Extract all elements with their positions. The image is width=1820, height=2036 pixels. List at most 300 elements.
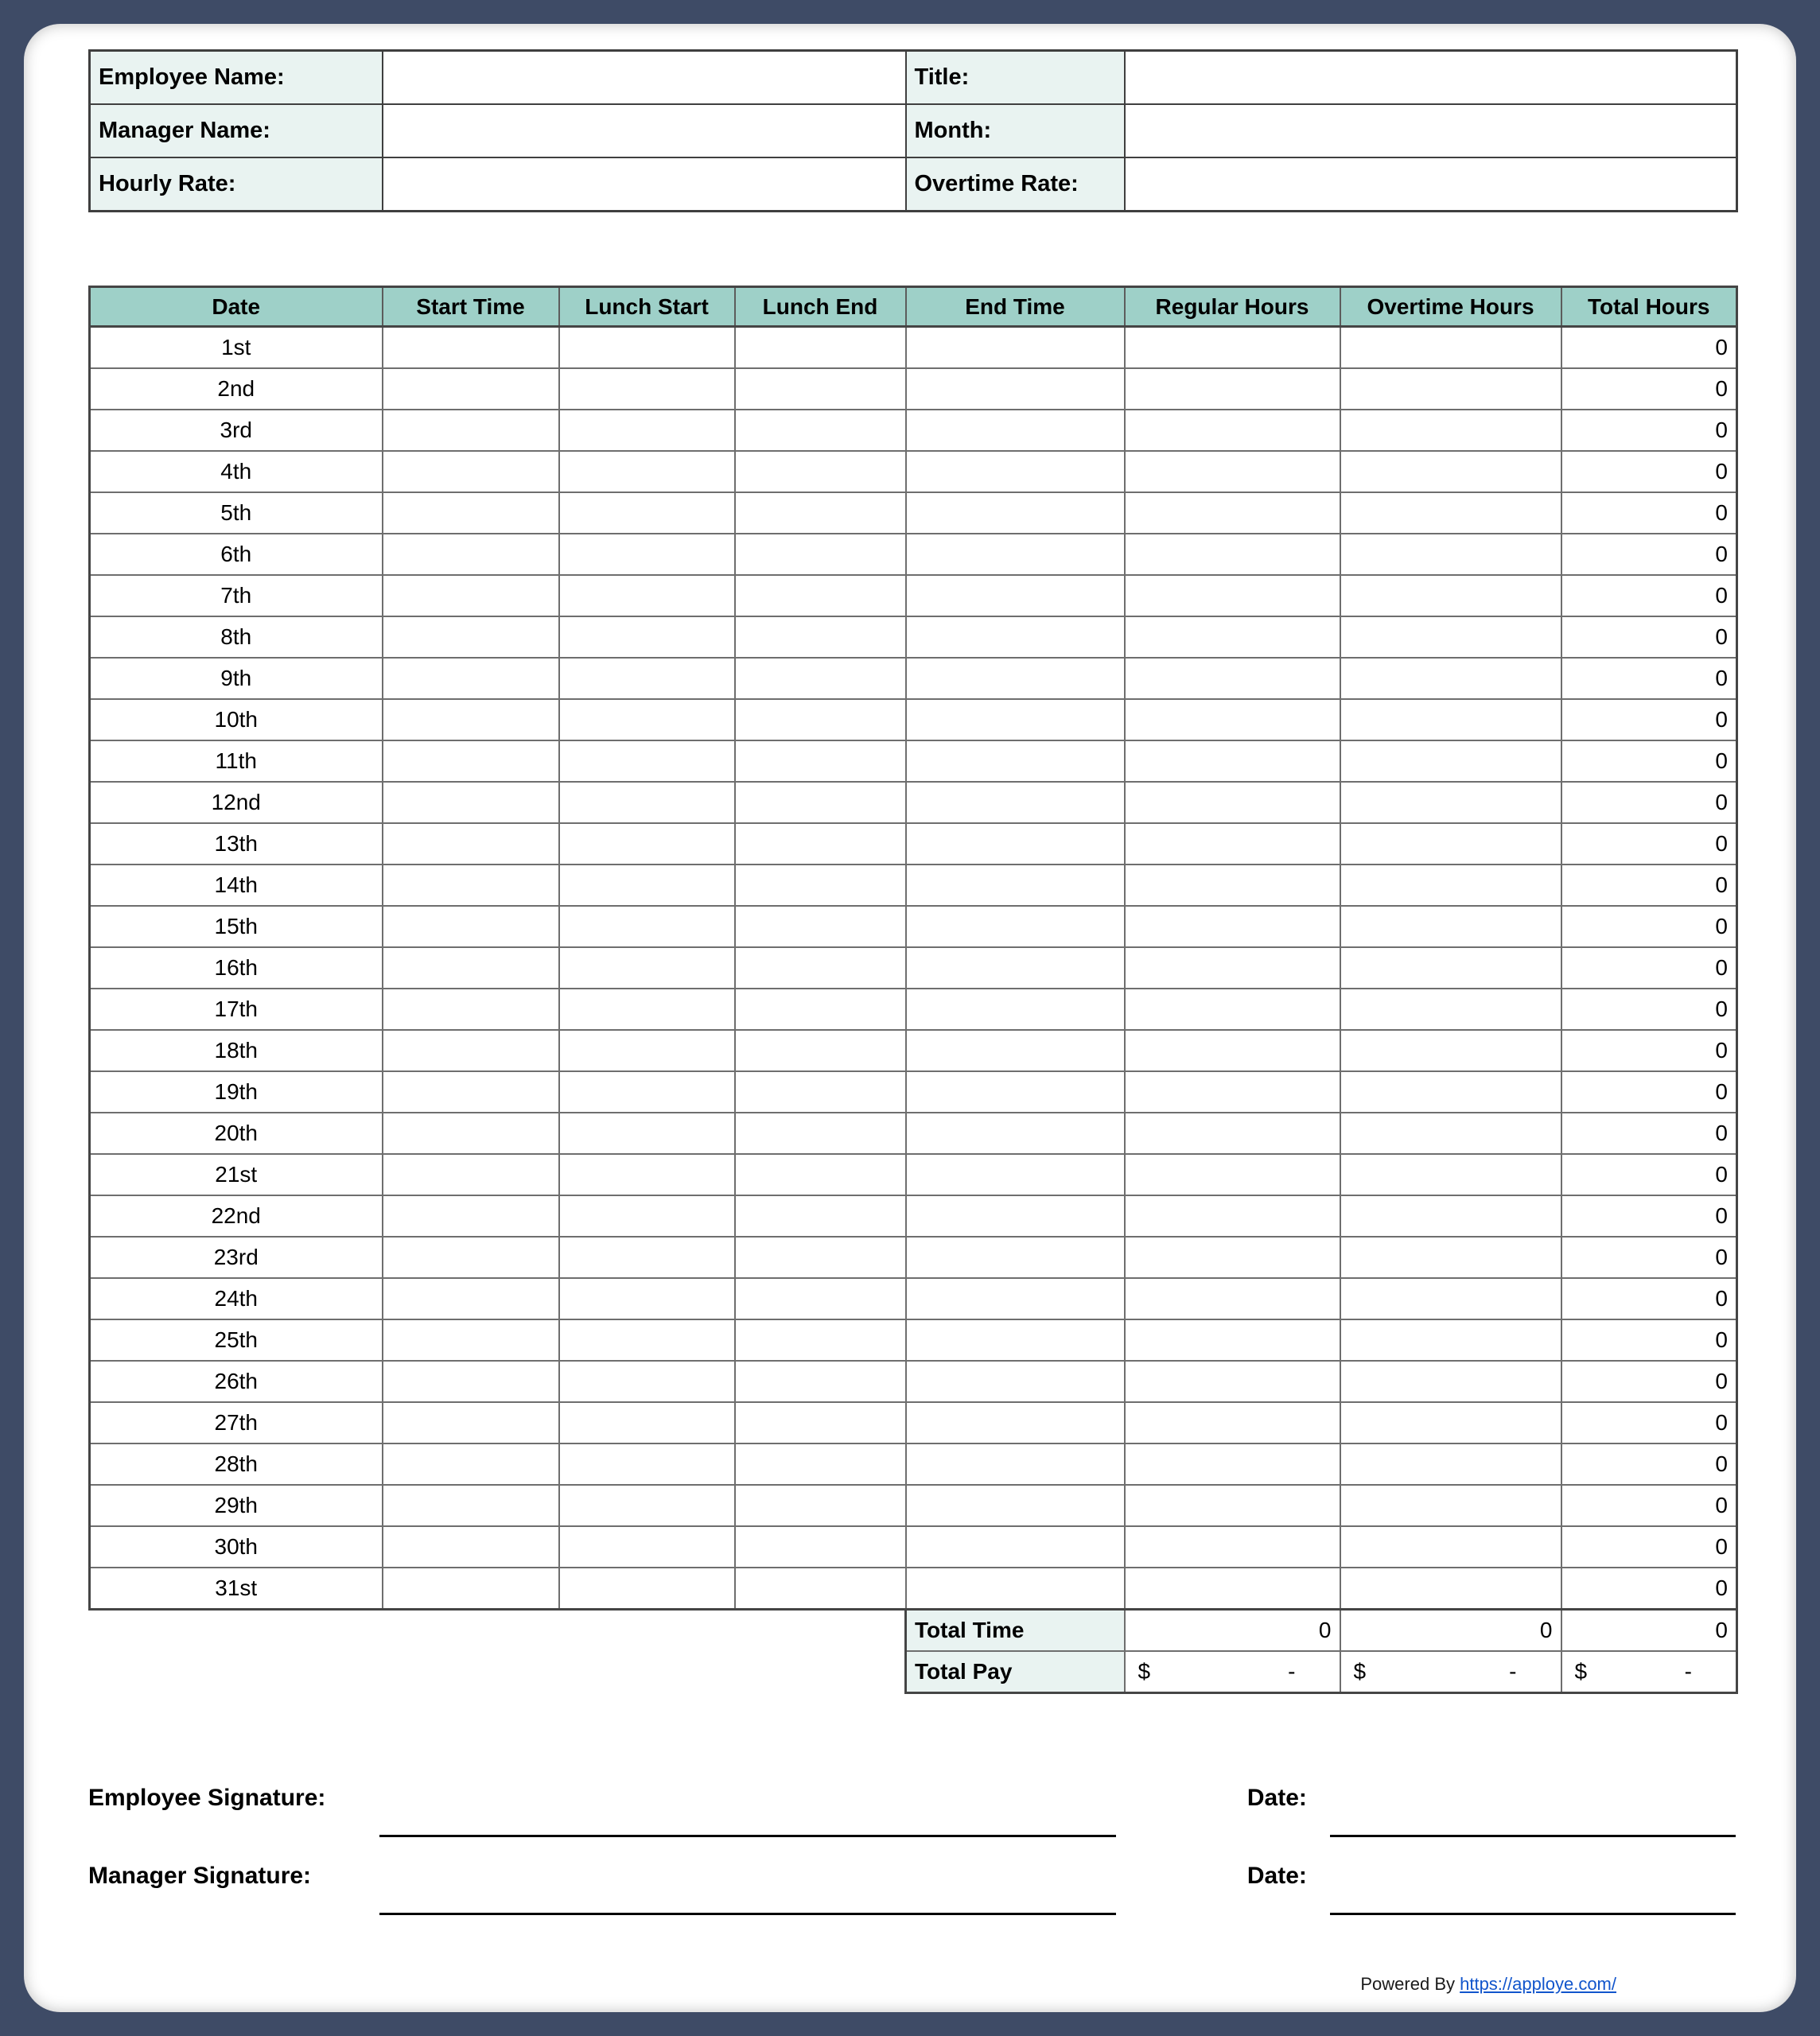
end-time-cell[interactable] [906, 1526, 1125, 1568]
overtime-hours-cell[interactable] [1340, 865, 1561, 906]
lunch-start-cell[interactable] [559, 492, 735, 534]
lunch-end-cell[interactable] [735, 699, 906, 740]
hourly-rate-value[interactable] [383, 157, 906, 212]
end-time-cell[interactable] [906, 410, 1125, 451]
start-time-cell[interactable] [383, 1402, 559, 1443]
end-time-cell[interactable] [906, 989, 1125, 1030]
table-row [90, 534, 1737, 575]
lunch-start-cell[interactable] [559, 1485, 735, 1526]
date-cell: 17th [90, 989, 383, 1030]
end-time-cell[interactable] [906, 947, 1125, 989]
lunch-start-cell[interactable] [559, 410, 735, 451]
lunch-start-cell[interactable] [559, 989, 735, 1030]
overtime-hours-cell[interactable] [1340, 368, 1561, 410]
currency-symbol: $ [1353, 1659, 1367, 1684]
total-hours-cell: 0 [1561, 699, 1737, 740]
lunch-end-cell[interactable] [735, 1195, 906, 1237]
total-hours-cell: 0 [1561, 368, 1737, 410]
start-time-cell[interactable] [383, 1485, 559, 1526]
lunch-end-cell[interactable] [735, 1361, 906, 1402]
lunch-start-cell[interactable] [559, 534, 735, 575]
totals-table [904, 1611, 1738, 1694]
overtime-hours-cell[interactable] [1340, 410, 1561, 451]
table-row [90, 1071, 1737, 1113]
end-time-cell[interactable] [906, 1195, 1125, 1237]
info-row [90, 51, 1737, 105]
regular-hours-cell[interactable] [1125, 1402, 1340, 1443]
lunch-end-cell[interactable] [735, 616, 906, 658]
date-cell: 7th [90, 575, 383, 616]
lunch-start-cell[interactable] [559, 616, 735, 658]
timesheet-body [90, 327, 1737, 1610]
total-hours-cell: 0 [1561, 616, 1737, 658]
end-time-cell[interactable] [906, 1402, 1125, 1443]
lunch-start-cell[interactable] [559, 451, 735, 492]
lunch-start-cell[interactable] [559, 699, 735, 740]
total-time-regular-hours: 0 [1125, 1611, 1340, 1651]
lunch-end-cell[interactable] [735, 1030, 906, 1071]
end-time-cell[interactable] [906, 1278, 1125, 1319]
overtime-hours-cell[interactable] [1340, 1526, 1561, 1568]
date-cell: 28th [90, 1443, 383, 1485]
month-value[interactable] [1125, 104, 1737, 157]
table-row [90, 1402, 1737, 1443]
start-time-cell[interactable] [383, 1443, 559, 1485]
date-cell: 31st [90, 1568, 383, 1610]
table-row [90, 1154, 1737, 1195]
start-time-cell[interactable] [383, 740, 559, 782]
lunch-start-cell[interactable] [559, 947, 735, 989]
table-row [90, 451, 1737, 492]
employee-date-line[interactable] [1330, 1827, 1736, 1837]
powered-by-text: Powered By [1360, 1974, 1460, 1994]
overtime-hours-cell[interactable] [1340, 1485, 1561, 1526]
lunch-start-cell[interactable] [559, 865, 735, 906]
start-time-cell[interactable] [383, 1278, 559, 1319]
table-row [90, 906, 1737, 947]
total-pay-overtime [1340, 1651, 1561, 1693]
date-cell: 15th [90, 906, 383, 947]
lunch-end-cell[interactable] [735, 1526, 906, 1568]
amount-placeholder: - [1684, 1659, 1692, 1684]
page-content [88, 49, 1736, 1915]
regular-hours-cell[interactable] [1125, 575, 1340, 616]
date-cell: 23rd [90, 1237, 383, 1278]
lunch-start-cell[interactable] [559, 1319, 735, 1361]
start-time-cell[interactable] [383, 906, 559, 947]
lunch-start-cell[interactable] [559, 1278, 735, 1319]
date-cell: 29th [90, 1485, 383, 1526]
amount-placeholder: - [1509, 1659, 1517, 1684]
lunch-start-cell[interactable] [559, 823, 735, 865]
date-cell: 25th [90, 1319, 383, 1361]
regular-hours-cell[interactable] [1125, 1195, 1340, 1237]
total-hours-cell: 0 [1561, 410, 1737, 451]
date-cell: 26th [90, 1361, 383, 1402]
lunch-end-cell[interactable] [735, 782, 906, 823]
regular-hours-cell[interactable] [1125, 823, 1340, 865]
total-hours-cell: 0 [1561, 534, 1737, 575]
total-hours-cell: 0 [1561, 1485, 1737, 1526]
start-time-cell[interactable] [383, 1237, 559, 1278]
overtime-hours-cell[interactable] [1340, 1361, 1561, 1402]
lunch-end-cell[interactable] [735, 575, 906, 616]
regular-hours-cell[interactable] [1125, 1319, 1340, 1361]
date-cell: 10th [90, 699, 383, 740]
end-time-cell[interactable] [906, 575, 1125, 616]
lunch-end-cell[interactable] [735, 947, 906, 989]
overtime-hours-cell[interactable] [1340, 782, 1561, 823]
start-time-cell[interactable] [383, 1154, 559, 1195]
lunch-end-cell[interactable] [735, 1113, 906, 1154]
start-time-cell[interactable] [383, 1361, 559, 1402]
lunch-start-cell[interactable] [559, 575, 735, 616]
lunch-end-cell[interactable] [735, 1443, 906, 1485]
overtime-rate-value[interactable] [1125, 157, 1737, 212]
date-cell: 6th [90, 534, 383, 575]
overtime-hours-cell[interactable] [1340, 1071, 1561, 1113]
overtime-hours-cell[interactable] [1340, 658, 1561, 699]
info-table [88, 49, 1738, 212]
regular-hours-cell[interactable] [1125, 1030, 1340, 1071]
start-time-cell[interactable] [383, 865, 559, 906]
end-time-cell[interactable] [906, 823, 1125, 865]
lunch-end-cell[interactable] [735, 823, 906, 865]
overtime-hours-cell[interactable] [1340, 1030, 1561, 1071]
end-time-cell[interactable] [906, 451, 1125, 492]
manager-name-label: Manager Name: [90, 104, 383, 157]
date-cell: 20th [90, 1113, 383, 1154]
table-row [90, 1278, 1737, 1319]
overtime-hours-cell[interactable] [1340, 616, 1561, 658]
regular-hours-cell[interactable] [1125, 1113, 1340, 1154]
end-time-cell[interactable] [906, 1113, 1125, 1154]
regular-hours-cell[interactable] [1125, 699, 1340, 740]
col-header-lunch-start: Lunch Start [559, 287, 735, 327]
end-time-cell[interactable] [906, 658, 1125, 699]
employee-date-label: Date: [1246, 1785, 1307, 1811]
total-hours-cell: 0 [1561, 947, 1737, 989]
start-time-cell[interactable] [383, 368, 559, 410]
footer [1360, 1974, 1616, 1995]
table-row [90, 1195, 1737, 1237]
start-time-cell[interactable] [383, 1071, 559, 1113]
table-row [90, 1319, 1737, 1361]
total-hours-cell: 0 [1561, 740, 1737, 782]
lunch-end-cell[interactable] [735, 534, 906, 575]
total-hours-cell: 0 [1561, 906, 1737, 947]
start-time-cell[interactable] [383, 1030, 559, 1071]
start-time-cell[interactable] [383, 782, 559, 823]
table-row [90, 1485, 1737, 1526]
total-hours-cell: 0 [1561, 1526, 1737, 1568]
regular-hours-cell[interactable] [1125, 451, 1340, 492]
regular-hours-cell[interactable] [1125, 492, 1340, 534]
title-value[interactable] [1125, 51, 1737, 105]
date-cell: 4th [90, 451, 383, 492]
manager-date-line[interactable] [1330, 1905, 1736, 1915]
overtime-hours-cell[interactable] [1340, 947, 1561, 989]
end-time-cell[interactable] [906, 1154, 1125, 1195]
overtime-hours-cell[interactable] [1340, 1278, 1561, 1319]
total-hours-cell: 0 [1561, 823, 1737, 865]
lunch-start-cell[interactable] [559, 1030, 735, 1071]
lunch-end-cell[interactable] [735, 740, 906, 782]
start-time-cell[interactable] [383, 989, 559, 1030]
overtime-hours-cell[interactable] [1340, 1568, 1561, 1610]
overtime-hours-cell[interactable] [1340, 1113, 1561, 1154]
table-row [90, 327, 1737, 369]
apploye-link[interactable]: https://apploye.com/ [1460, 1974, 1616, 1994]
start-time-cell[interactable] [383, 1319, 559, 1361]
timesheet-table [88, 286, 1738, 1611]
overtime-hours-cell[interactable] [1340, 989, 1561, 1030]
lunch-end-cell[interactable] [735, 658, 906, 699]
regular-hours-cell[interactable] [1125, 1443, 1340, 1485]
end-time-cell[interactable] [906, 1485, 1125, 1526]
employee-signature-row [88, 1774, 1736, 1837]
date-cell: 5th [90, 492, 383, 534]
regular-hours-cell[interactable] [1125, 906, 1340, 947]
title-label: Title: [906, 51, 1125, 105]
lunch-end-cell[interactable] [735, 1402, 906, 1443]
start-time-cell[interactable] [383, 1568, 559, 1610]
timesheet-page [24, 24, 1796, 2012]
overtime-hours-cell[interactable] [1340, 492, 1561, 534]
date-cell: 30th [90, 1526, 383, 1568]
total-hours-cell: 0 [1561, 865, 1737, 906]
table-row [90, 368, 1737, 410]
regular-hours-cell[interactable] [1125, 410, 1340, 451]
overtime-hours-cell[interactable] [1340, 699, 1561, 740]
regular-hours-cell[interactable] [1125, 658, 1340, 699]
regular-hours-cell[interactable] [1125, 782, 1340, 823]
date-cell: 16th [90, 947, 383, 989]
lunch-start-cell[interactable] [559, 1237, 735, 1278]
lunch-start-cell[interactable] [559, 1071, 735, 1113]
total-hours-cell: 0 [1561, 989, 1737, 1030]
overtime-hours-cell[interactable] [1340, 1319, 1561, 1361]
hourly-rate-label: Hourly Rate: [90, 157, 383, 212]
month-label: Month: [906, 104, 1125, 157]
lunch-start-cell[interactable] [559, 782, 735, 823]
lunch-end-cell[interactable] [735, 989, 906, 1030]
regular-hours-cell[interactable] [1125, 1485, 1340, 1526]
signature-section [88, 1774, 1736, 1915]
lunch-end-cell[interactable] [735, 865, 906, 906]
lunch-start-cell[interactable] [559, 368, 735, 410]
header-row [90, 287, 1737, 327]
start-time-cell[interactable] [383, 658, 559, 699]
lunch-end-cell[interactable] [735, 492, 906, 534]
lunch-end-cell[interactable] [735, 1071, 906, 1113]
start-time-cell[interactable] [383, 1113, 559, 1154]
col-header-regular-hours: Regular Hours [1125, 287, 1340, 327]
total-pay-regular [1125, 1651, 1340, 1693]
start-time-cell[interactable] [383, 451, 559, 492]
manager-signature-label: Manager Signature: [88, 1863, 312, 1889]
start-time-cell[interactable] [383, 947, 559, 989]
overtime-hours-cell[interactable] [1340, 1443, 1561, 1485]
total-hours-cell: 0 [1561, 1154, 1737, 1195]
lunch-end-cell[interactable] [735, 327, 906, 369]
date-cell: 11th [90, 740, 383, 782]
regular-hours-cell[interactable] [1125, 1568, 1340, 1610]
end-time-cell[interactable] [906, 1071, 1125, 1113]
end-time-cell[interactable] [906, 782, 1125, 823]
start-time-cell[interactable] [383, 410, 559, 451]
overtime-hours-cell[interactable] [1340, 1195, 1561, 1237]
lunch-end-cell[interactable] [735, 906, 906, 947]
end-time-cell[interactable] [906, 865, 1125, 906]
table-row [90, 1113, 1737, 1154]
regular-hours-cell[interactable] [1125, 947, 1340, 989]
table-row [90, 1568, 1737, 1610]
lunch-end-cell[interactable] [735, 1278, 906, 1319]
overtime-hours-cell[interactable] [1340, 1402, 1561, 1443]
regular-hours-cell[interactable] [1125, 1526, 1340, 1568]
table-row [90, 410, 1737, 451]
end-time-cell[interactable] [906, 740, 1125, 782]
end-time-cell[interactable] [906, 534, 1125, 575]
regular-hours-cell[interactable] [1125, 1237, 1340, 1278]
lunch-start-cell[interactable] [559, 327, 735, 369]
start-time-cell[interactable] [383, 823, 559, 865]
total-pay-label: Total Pay [906, 1651, 1125, 1693]
total-pay-total [1561, 1651, 1737, 1693]
overtime-hours-cell[interactable] [1340, 1154, 1561, 1195]
end-time-cell[interactable] [906, 1319, 1125, 1361]
manager-name-value[interactable] [383, 104, 906, 157]
overtime-hours-cell[interactable] [1340, 327, 1561, 369]
start-time-cell[interactable] [383, 534, 559, 575]
total-hours-cell: 0 [1561, 1237, 1737, 1278]
overtime-hours-cell[interactable] [1340, 823, 1561, 865]
date-cell: 3rd [90, 410, 383, 451]
date-cell: 12nd [90, 782, 383, 823]
end-time-cell[interactable] [906, 1030, 1125, 1071]
date-cell: 14th [90, 865, 383, 906]
info-row [90, 104, 1737, 157]
table-row [90, 1237, 1737, 1278]
lunch-end-cell[interactable] [735, 451, 906, 492]
col-header-lunch-end: Lunch End [735, 287, 906, 327]
overtime-hours-cell[interactable] [1340, 1237, 1561, 1278]
total-hours-cell: 0 [1561, 1568, 1737, 1610]
lunch-start-cell[interactable] [559, 658, 735, 699]
overtime-hours-cell[interactable] [1340, 740, 1561, 782]
total-hours-cell: 0 [1561, 1030, 1737, 1071]
lunch-start-cell[interactable] [559, 1402, 735, 1443]
regular-hours-cell[interactable] [1125, 989, 1340, 1030]
end-time-cell[interactable] [906, 699, 1125, 740]
lunch-start-cell[interactable] [559, 906, 735, 947]
employee-name-value[interactable] [383, 51, 906, 105]
lunch-start-cell[interactable] [559, 1526, 735, 1568]
col-header-overtime-hours: Overtime Hours [1340, 287, 1561, 327]
table-row [90, 699, 1737, 740]
regular-hours-cell[interactable] [1125, 616, 1340, 658]
lunch-start-cell[interactable] [559, 740, 735, 782]
regular-hours-cell[interactable] [1125, 1071, 1340, 1113]
manager-signature-line[interactable] [379, 1905, 1116, 1915]
date-cell: 8th [90, 616, 383, 658]
start-time-cell[interactable] [383, 575, 559, 616]
regular-hours-cell[interactable] [1125, 1154, 1340, 1195]
date-cell: 9th [90, 658, 383, 699]
total-hours-cell: 0 [1561, 782, 1737, 823]
end-time-cell[interactable] [906, 1443, 1125, 1485]
lunch-start-cell[interactable] [559, 1443, 735, 1485]
overtime-hours-cell[interactable] [1340, 534, 1561, 575]
lunch-end-cell[interactable] [735, 368, 906, 410]
regular-hours-cell[interactable] [1125, 865, 1340, 906]
start-time-cell[interactable] [383, 1526, 559, 1568]
lunch-start-cell[interactable] [559, 1195, 735, 1237]
start-time-cell[interactable] [383, 1195, 559, 1237]
total-hours-cell: 0 [1561, 1402, 1737, 1443]
employee-signature-line[interactable] [379, 1827, 1116, 1837]
regular-hours-cell[interactable] [1125, 740, 1340, 782]
start-time-cell[interactable] [383, 616, 559, 658]
end-time-cell[interactable] [906, 327, 1125, 369]
col-header-end-time: End Time [906, 287, 1125, 327]
end-time-cell[interactable] [906, 492, 1125, 534]
lunch-start-cell[interactable] [559, 1113, 735, 1154]
regular-hours-cell[interactable] [1125, 327, 1340, 369]
manager-date-label: Date: [1246, 1863, 1307, 1889]
overtime-rate-label: Overtime Rate: [906, 157, 1125, 212]
start-time-cell[interactable] [383, 327, 559, 369]
table-row [90, 740, 1737, 782]
lunch-end-cell[interactable] [735, 1154, 906, 1195]
date-cell: 1st [90, 327, 383, 369]
lunch-end-cell[interactable] [735, 1568, 906, 1610]
lunch-end-cell[interactable] [735, 1237, 906, 1278]
end-time-cell[interactable] [906, 1568, 1125, 1610]
overtime-hours-cell[interactable] [1340, 451, 1561, 492]
lunch-end-cell[interactable] [735, 1319, 906, 1361]
total-hours-cell: 0 [1561, 1443, 1737, 1485]
start-time-cell[interactable] [383, 492, 559, 534]
lunch-start-cell[interactable] [559, 1568, 735, 1610]
lunch-end-cell[interactable] [735, 1485, 906, 1526]
regular-hours-cell[interactable] [1125, 1278, 1340, 1319]
lunch-end-cell[interactable] [735, 410, 906, 451]
overtime-hours-cell[interactable] [1340, 906, 1561, 947]
regular-hours-cell[interactable] [1125, 534, 1340, 575]
end-time-cell[interactable] [906, 906, 1125, 947]
lunch-start-cell[interactable] [559, 1361, 735, 1402]
currency-symbol: $ [1138, 1659, 1151, 1684]
amount-placeholder: - [1288, 1659, 1296, 1684]
col-header-start-time: Start Time [383, 287, 559, 327]
overtime-hours-cell[interactable] [1340, 575, 1561, 616]
end-time-cell[interactable] [906, 616, 1125, 658]
table-row [90, 658, 1737, 699]
regular-hours-cell[interactable] [1125, 368, 1340, 410]
start-time-cell[interactable] [383, 699, 559, 740]
end-time-cell[interactable] [906, 1237, 1125, 1278]
lunch-start-cell[interactable] [559, 1154, 735, 1195]
table-row [90, 989, 1737, 1030]
col-header-date: Date [90, 287, 383, 327]
date-cell: 22nd [90, 1195, 383, 1237]
regular-hours-cell[interactable] [1125, 1361, 1340, 1402]
end-time-cell[interactable] [906, 1361, 1125, 1402]
end-time-cell[interactable] [906, 368, 1125, 410]
total-hours-cell: 0 [1561, 1071, 1737, 1113]
